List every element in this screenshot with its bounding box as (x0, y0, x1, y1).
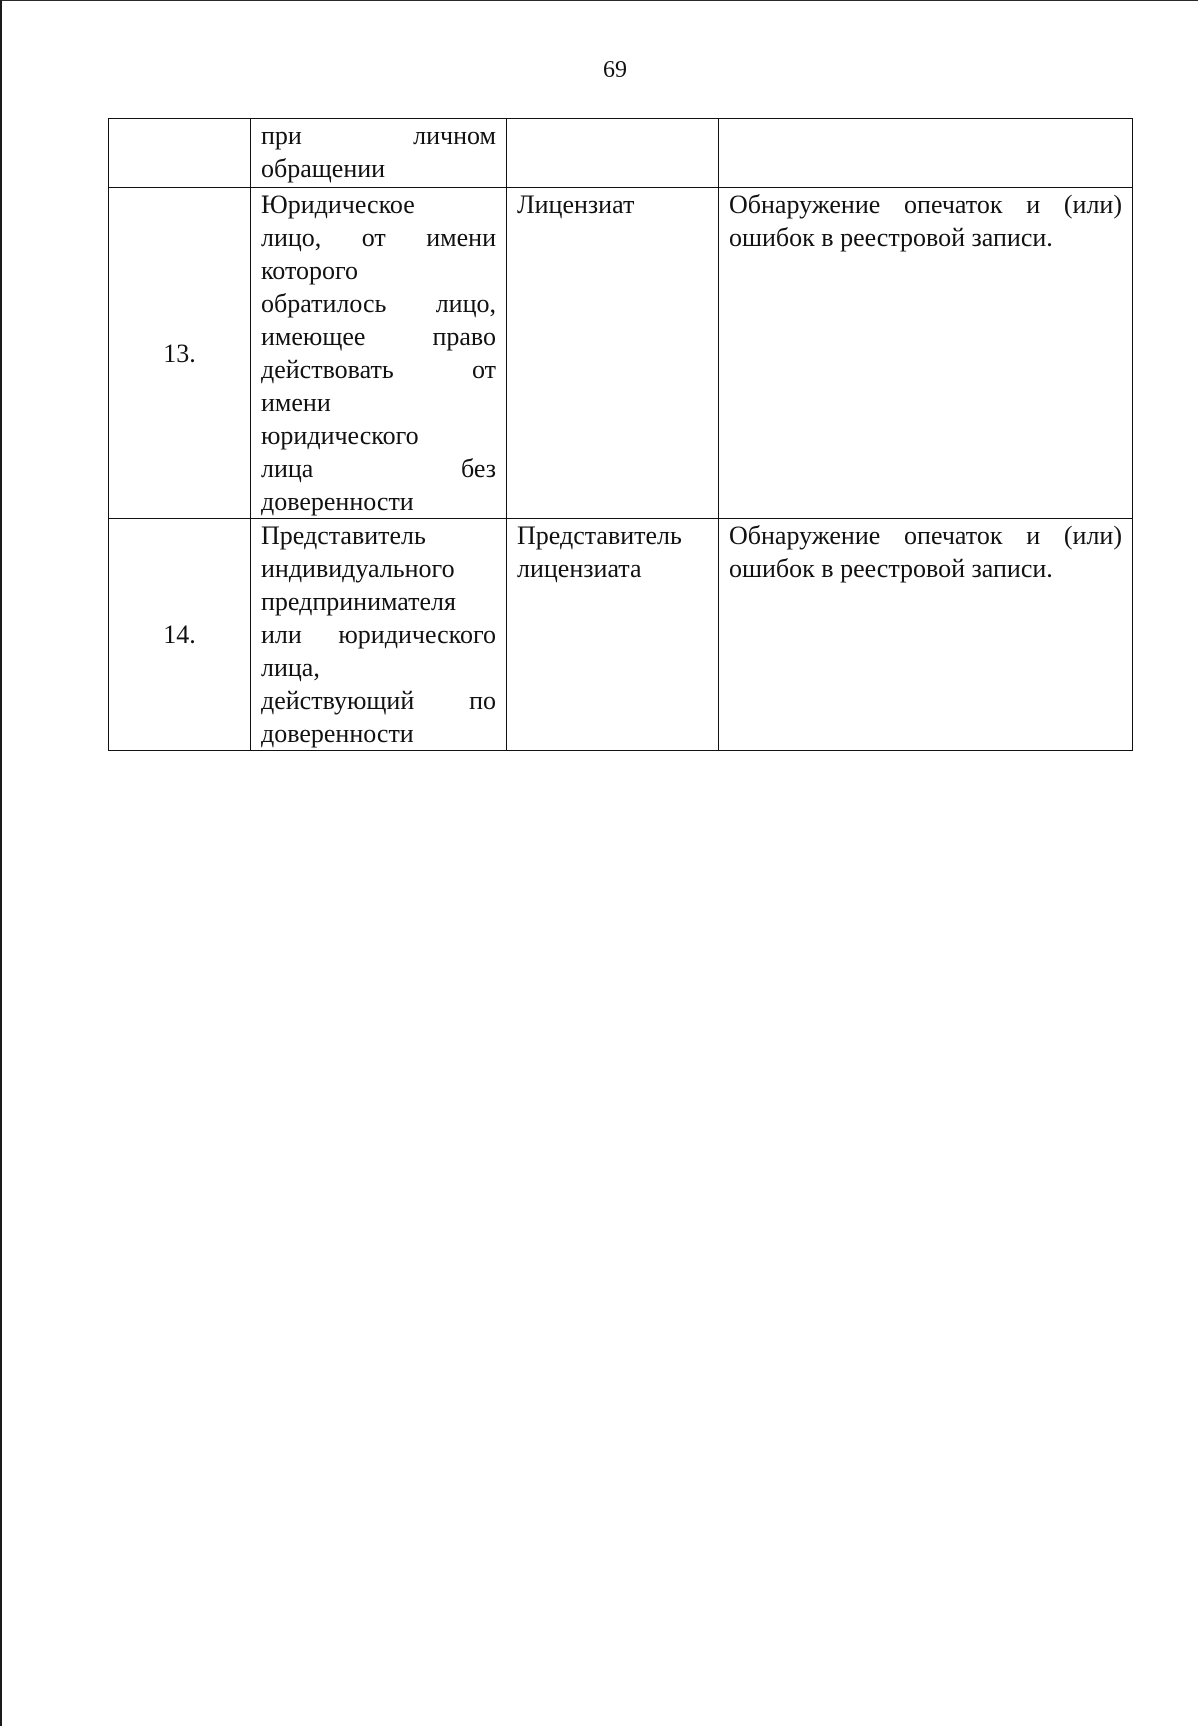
applicant-cell (251, 519, 507, 751)
applicant-cell (251, 119, 507, 188)
applicant-line: доверенности (261, 719, 414, 748)
applicant-line: которого (261, 256, 359, 285)
applicant-line: Юридическое (261, 190, 415, 219)
grounds-cell: Обнаружение опечаток и (или) ошибок в реестровой записи. (719, 188, 1133, 519)
applicant-line: предпринимателя (261, 587, 456, 616)
row-number: 14. (109, 519, 251, 751)
applicant-line: доверенности (261, 487, 414, 516)
table-row (109, 519, 1133, 751)
table-row (109, 188, 1133, 519)
grounds-cell (719, 119, 1133, 188)
applicant-table (108, 118, 1133, 751)
role-line: Представитель (517, 521, 682, 550)
applicant-line: лица, (261, 653, 320, 682)
role-cell (507, 519, 719, 751)
applicant-line: при личном (261, 121, 496, 150)
applicant-line: обратилось лицо, (261, 289, 496, 318)
applicant-line: лица без (261, 454, 496, 483)
applicant-line: Представитель (261, 521, 426, 550)
applicant-line: действующий по (261, 686, 496, 715)
applicant-line: обращении (261, 154, 386, 183)
applicant-line: лицо, от имени (261, 223, 496, 252)
applicant-line: индивидуального (261, 554, 455, 583)
role-cell: Лицензиат (507, 188, 719, 519)
role-cell (507, 119, 719, 188)
applicant-line: имени (261, 388, 331, 417)
applicant-line: юридического (261, 421, 419, 450)
grounds-cell: Обнаружение опечаток и (или) ошибок в реестровой записи. (719, 519, 1133, 751)
applicant-line: действовать от (261, 355, 496, 384)
applicant-cell (251, 188, 507, 519)
table-row (109, 119, 1133, 188)
page-number: 69 (603, 57, 627, 83)
applicant-line: имеющее право (261, 322, 496, 351)
row-number: 13. (109, 188, 251, 519)
applicant-line: или юридического (261, 620, 496, 649)
role-line: лицензиата (517, 554, 642, 583)
row-number (109, 119, 251, 188)
